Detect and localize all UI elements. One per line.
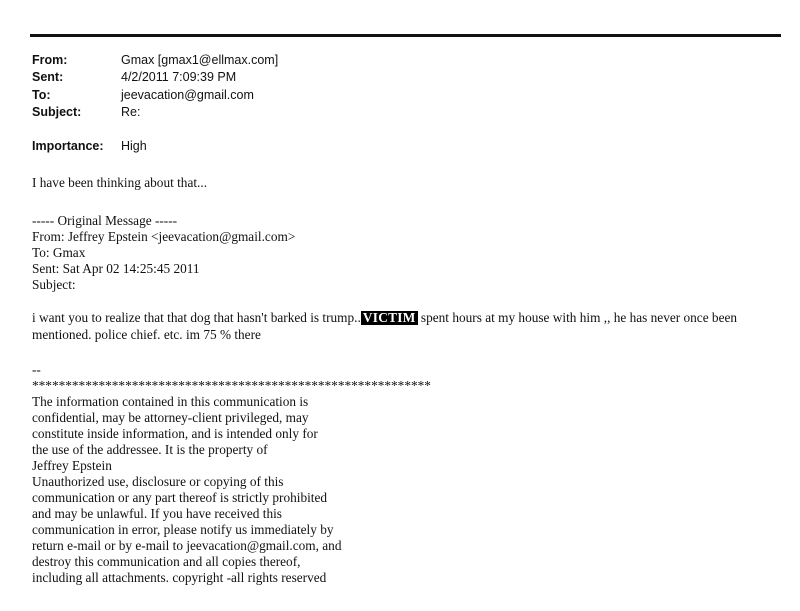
importance-value: High: [121, 139, 147, 153]
disclaimer-line: communication in error, please notify us immediately by: [32, 522, 334, 537]
to-label: To:: [32, 88, 51, 102]
original-message-marker: ----- Original Message -----: [32, 213, 178, 228]
original-from: From: Jeffrey Epstein <jeevacation@gmail.com>: [32, 229, 296, 244]
from-label: From:: [32, 53, 68, 67]
sent-label: Sent:: [32, 70, 64, 84]
confidentiality-disclaimer: [32, 394, 777, 586]
reply-text: I have been thinking about that...: [32, 175, 208, 190]
disclaimer-line: confidential, may be attorney-client privileged, may: [32, 410, 309, 425]
importance-label: Importance:: [32, 139, 104, 153]
sent-value: 4/2/2011 7:09:39 PM: [121, 70, 237, 84]
subject-value: Re:: [121, 105, 141, 119]
disclaimer-line: Unauthorized use, disclosure or copying of this: [32, 474, 284, 489]
disclaimer-line: and may be unlawful. If you have received this: [32, 506, 282, 521]
message-text-part1: i want you to realize that that dog that hasn't barked is trump..: [32, 310, 361, 325]
asterisk-divider: ************************************************************: [32, 378, 431, 393]
disclaimer-line: the use of the addressee. It is the property of: [32, 442, 268, 457]
disclaimer-line: destroy this communication and all copies thereof,: [32, 554, 301, 569]
disclaimer-line: Jeffrey Epstein: [32, 458, 112, 473]
message-text-part2: spent hours at my house with him ,, he has never once been mentioned. police chief. etc. im 75 % there: [32, 310, 738, 342]
header-divider: [30, 34, 781, 37]
to-value: jeevacation@gmail.com: [121, 88, 254, 102]
original-subject: Subject:: [32, 277, 76, 292]
original-to: To: Gmax: [32, 245, 86, 260]
redaction-box: VICTIM: [362, 310, 416, 325]
signature-dash: --: [32, 362, 41, 377]
from-value: Gmax [gmax1@ellmax.com]: [121, 53, 279, 67]
original-sent: Sent: Sat Apr 02 14:25:45 2011: [32, 261, 200, 276]
subject-label: Subject:: [32, 105, 82, 119]
email-body: [32, 175, 777, 586]
disclaimer-line: return e-mail or by e-mail to jeevacation@gmail.com, and: [32, 538, 342, 553]
original-message-text: [32, 309, 777, 343]
disclaimer-line: communication or any part thereof is strictly prohibited: [32, 490, 328, 505]
disclaimer-line: constitute inside information, and is intended only for: [32, 426, 318, 441]
disclaimer-line: including all attachments. copyright -all rights reserved: [32, 570, 327, 585]
disclaimer-line: The information contained in this communication is: [32, 394, 309, 409]
